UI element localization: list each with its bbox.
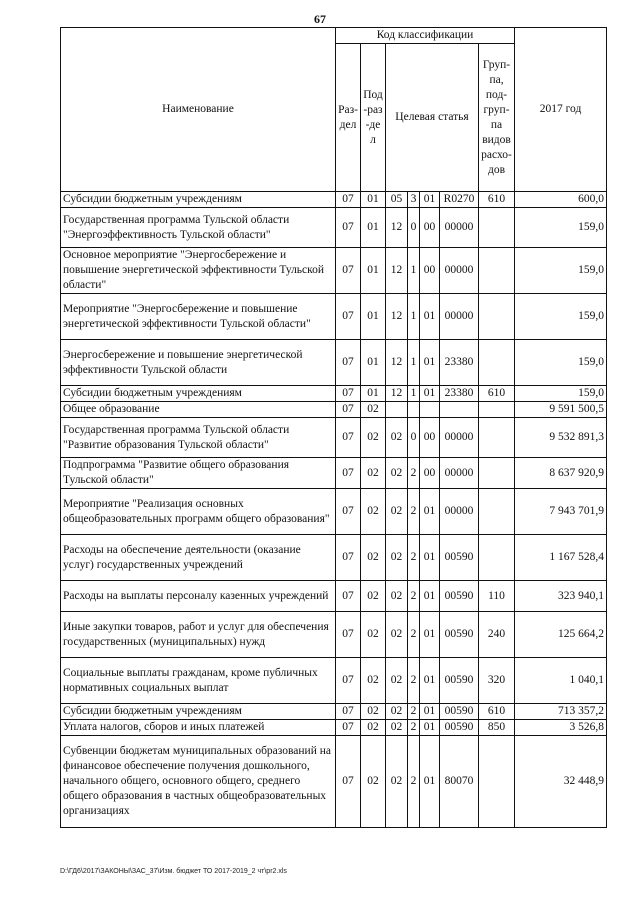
row-name: Государственная программа Тульской области "Энергоэффективность Тульской области" [61,208,336,248]
row-section: 07 [336,535,361,581]
table-row [61,386,607,402]
row-amount: 1 167 528,4 [515,535,607,581]
row-amount: 159,0 [515,248,607,294]
table-row [61,248,607,294]
header-target: Целевая статья [386,44,479,192]
row-target-program: 12 [386,386,408,402]
row-expense-group [479,535,515,581]
row-expense-group [479,736,515,828]
row-name: Субсидии бюджетным учреждениям [61,704,336,720]
header-row-1 [61,28,607,44]
row-section: 07 [336,402,361,418]
row-target-program [386,402,408,418]
row-target-program: 02 [386,535,408,581]
row-amount: 9 591 500,5 [515,402,607,418]
row-amount: 159,0 [515,294,607,340]
row-expense-group [479,294,515,340]
row-name: Мероприятие "Энергосбережение и повышение энергетической эффективности Тульской области" [61,294,336,340]
row-target-program: 02 [386,581,408,612]
row-subsection: 01 [361,248,386,294]
row-subsection: 01 [361,192,386,208]
row-target-subprogram: 1 [408,386,420,402]
row-amount: 323 940,1 [515,581,607,612]
row-name: Субсидии бюджетным учреждениям [61,386,336,402]
row-target-program: 12 [386,294,408,340]
table-row [61,418,607,458]
table-row [61,192,607,208]
row-target-event: 01 [420,658,440,704]
page-number: 67 [314,12,326,26]
budget-table [60,27,607,828]
row-subsection: 01 [361,340,386,386]
table-body [61,192,607,828]
header-subsection: Под-раз-дел [361,44,386,192]
row-subsection: 02 [361,704,386,720]
row-name: Расходы на обеспечение деятельности (оказание услуг) государственных учреждений [61,535,336,581]
row-target-program: 02 [386,720,408,736]
row-target-event: 01 [420,192,440,208]
row-amount: 7 943 701,9 [515,489,607,535]
row-section: 07 [336,340,361,386]
row-section: 07 [336,418,361,458]
table-row [61,704,607,720]
row-section: 07 [336,704,361,720]
row-target-direction: R0270 [440,192,479,208]
row-subsection: 02 [361,535,386,581]
header-section: Раз-дел [336,44,361,192]
row-expense-group [479,208,515,248]
table-row [61,581,607,612]
row-target-direction: 80070 [440,736,479,828]
row-target-direction: 23380 [440,386,479,402]
row-section: 07 [336,248,361,294]
row-target-event: 01 [420,720,440,736]
row-target-direction: 00000 [440,294,479,340]
table-row [61,340,607,386]
header-expense-group: Груп-па, под-груп-па видов расхо-дов [479,44,515,192]
row-amount: 159,0 [515,208,607,248]
row-target-subprogram: 1 [408,340,420,386]
table-row [61,489,607,535]
row-target-direction [440,402,479,418]
row-subsection: 01 [361,208,386,248]
row-target-subprogram [408,402,420,418]
row-expense-group: 850 [479,720,515,736]
row-name: Субсидии бюджетным учреждениям [61,192,336,208]
row-target-subprogram: 2 [408,489,420,535]
row-target-program: 12 [386,248,408,294]
row-target-program: 12 [386,208,408,248]
row-name: Основное мероприятие "Энергосбережение и повышение энергетической эффективности Тульской области" [61,248,336,294]
row-name: Социальные выплаты гражданам, кроме публичных нормативных социальных выплат [61,658,336,704]
row-amount: 159,0 [515,386,607,402]
row-target-event: 01 [420,489,440,535]
row-target-event: 00 [420,248,440,294]
row-section: 07 [336,612,361,658]
row-target-program: 12 [386,340,408,386]
row-target-program: 02 [386,704,408,720]
row-name: Подпрограмма "Развитие общего образования Тульской области" [61,458,336,489]
row-subsection: 02 [361,458,386,489]
row-target-subprogram: 2 [408,581,420,612]
row-section: 07 [336,208,361,248]
row-expense-group: 610 [479,704,515,720]
table-row [61,208,607,248]
row-target-event: 01 [420,736,440,828]
row-target-event: 01 [420,535,440,581]
row-section: 07 [336,658,361,704]
row-target-direction: 23380 [440,340,479,386]
row-amount: 125 664,2 [515,612,607,658]
row-target-subprogram: 2 [408,458,420,489]
row-target-direction: 00000 [440,248,479,294]
row-name: Мероприятие "Реализация основных общеобразовательных программ общего образования" [61,489,336,535]
row-amount: 600,0 [515,192,607,208]
row-expense-group [479,458,515,489]
row-target-subprogram: 0 [408,418,420,458]
table-row [61,612,607,658]
row-expense-group [479,340,515,386]
row-name: Расходы на выплаты персоналу казенных учреждений [61,581,336,612]
row-target-event [420,402,440,418]
row-subsection: 02 [361,402,386,418]
row-amount: 159,0 [515,340,607,386]
row-expense-group: 320 [479,658,515,704]
table-row [61,736,607,828]
row-target-event: 00 [420,208,440,248]
row-subsection: 02 [361,489,386,535]
row-expense-group: 110 [479,581,515,612]
row-subsection: 02 [361,612,386,658]
row-subsection: 02 [361,418,386,458]
row-name: Уплата налогов, сборов и иных платежей [61,720,336,736]
row-name: Субвенции бюджетам муниципальных образований на финансовое обеспечение получения дошкольного, начального общего, основного общего, среднего общего образования в частных общеобразовательных организациях [61,736,336,828]
row-amount: 8 637 920,9 [515,458,607,489]
row-target-subprogram: 3 [408,192,420,208]
table-row [61,402,607,418]
row-target-program: 02 [386,736,408,828]
row-amount: 3 526,8 [515,720,607,736]
row-amount: 1 040,1 [515,658,607,704]
row-target-direction: 00590 [440,720,479,736]
row-expense-group: 240 [479,612,515,658]
row-target-subprogram: 1 [408,294,420,340]
row-subsection: 01 [361,386,386,402]
row-amount: 713 357,2 [515,704,607,720]
row-expense-group [479,489,515,535]
row-target-direction: 00590 [440,581,479,612]
row-section: 07 [336,294,361,340]
row-section: 07 [336,720,361,736]
row-name: Иные закупки товаров, работ и услуг для обеспечения государственных (муниципальных) нужд [61,612,336,658]
row-section: 07 [336,489,361,535]
row-target-direction: 00000 [440,418,479,458]
row-target-subprogram: 1 [408,248,420,294]
row-section: 07 [336,736,361,828]
row-subsection: 02 [361,581,386,612]
file-path-footer: D:\ГД6\2017\ЗАКОНЫ\ЗАС_37\Изм. бюджет ТО 2017-2019_2 чт\pr2.xls [60,868,287,875]
table-row [61,658,607,704]
row-target-event: 00 [420,458,440,489]
row-expense-group [479,248,515,294]
row-section: 07 [336,458,361,489]
table-row [61,720,607,736]
row-amount: 9 532 891,3 [515,418,607,458]
row-target-event: 01 [420,612,440,658]
row-target-program: 02 [386,658,408,704]
row-target-event: 01 [420,704,440,720]
row-target-event: 01 [420,581,440,612]
row-target-subprogram: 2 [408,720,420,736]
row-target-subprogram: 2 [408,704,420,720]
row-target-direction: 00000 [440,489,479,535]
row-name: Энергосбережение и повышение энергетической эффективности Тульской области [61,340,336,386]
row-name: Общее образование [61,402,336,418]
row-target-subprogram: 0 [408,208,420,248]
row-target-subprogram: 2 [408,612,420,658]
row-target-event: 01 [420,294,440,340]
table-row [61,458,607,489]
table-row [61,294,607,340]
row-expense-group: 610 [479,386,515,402]
header-year: 2017 год [515,28,607,192]
header-name: Наименование [61,28,336,192]
row-expense-group: 610 [479,192,515,208]
row-target-subprogram: 2 [408,736,420,828]
row-target-program: 02 [386,612,408,658]
row-target-event: 01 [420,386,440,402]
row-target-direction: 00590 [440,612,479,658]
row-target-subprogram: 2 [408,658,420,704]
row-target-direction: 00590 [440,704,479,720]
row-target-subprogram: 2 [408,535,420,581]
row-target-event: 00 [420,418,440,458]
row-subsection: 02 [361,658,386,704]
row-subsection: 02 [361,720,386,736]
row-section: 07 [336,192,361,208]
row-target-program: 05 [386,192,408,208]
row-amount: 32 448,9 [515,736,607,828]
table-row [61,535,607,581]
row-target-event: 01 [420,340,440,386]
row-section: 07 [336,581,361,612]
row-target-program: 02 [386,418,408,458]
row-target-program: 02 [386,458,408,489]
header-classification: Код классификации [336,28,515,44]
row-target-direction: 00590 [440,535,479,581]
row-expense-group [479,418,515,458]
row-target-direction: 00590 [440,658,479,704]
row-subsection: 02 [361,736,386,828]
row-name: Государственная программа Тульской области "Развитие образования Тульской области" [61,418,336,458]
row-section: 07 [336,386,361,402]
row-target-direction: 00000 [440,208,479,248]
row-target-program: 02 [386,489,408,535]
row-subsection: 01 [361,294,386,340]
row-expense-group [479,402,515,418]
row-target-direction: 00000 [440,458,479,489]
